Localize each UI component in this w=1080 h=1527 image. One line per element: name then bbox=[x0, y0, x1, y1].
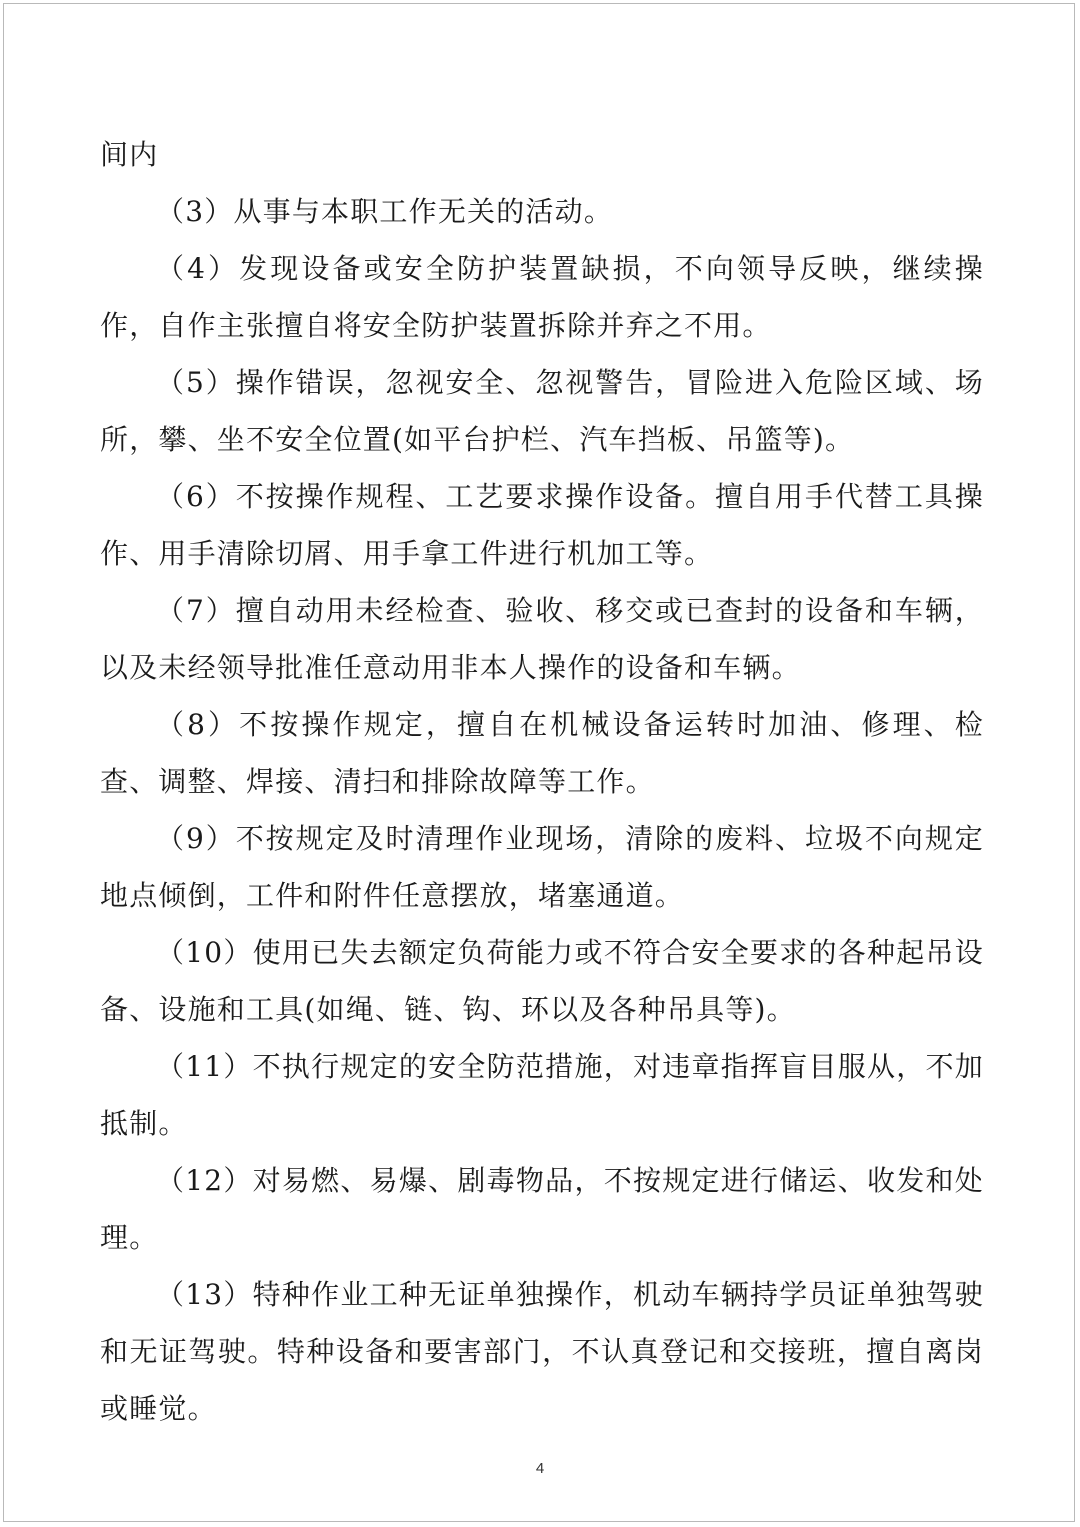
rule-item-13: （13）特种作业工种无证单独操作，机动车辆持学员证单独驾驶和无证驾驶。特种设备和要害部门，不认真登记和交接班，擅自离岗或睡觉。 bbox=[100, 1278, 984, 1425]
rule-item-4: （4）发现设备或安全防护装置缺损，不向领导反映，继续操作，自作主张擅自将安全防护装置拆除并弃之不用。 bbox=[100, 252, 984, 342]
rule-item-9: （9）不按规定及时清理作业现场，清除的废料、垃圾不向规定地点倾倒，工件和附件任意摆放，堵塞通道。 bbox=[100, 822, 984, 912]
rule-item-3: （3）从事与本职工作无关的活动。 bbox=[156, 195, 614, 228]
rule-item-5: （5）操作错误，忽视安全、忽视警告，冒险进入危险区域、场所，攀、坐不安全位置(如平台护栏、汽车挡板、吊篮等)。 bbox=[100, 366, 984, 456]
rule-item-8: （8）不按操作规定，擅自在机械设备运转时加油、修理、检查、调整、焊接、清扫和排除故障等工作。 bbox=[100, 708, 984, 798]
continuation-text: 间内 bbox=[100, 138, 159, 171]
rule-item-10: （10）使用已失去额定负荷能力或不符合安全要求的各种起吊设备、设施和工具(如绳、链、钩、环以及各种吊具等)。 bbox=[100, 936, 984, 1026]
rule-item-7: （7）擅自动用未经检查、验收、移交或已查封的设备和车辆，以及未经领导批准任意动用非本人操作的设备和车辆。 bbox=[100, 594, 984, 684]
rule-item-11: （11）不执行规定的安全防范措施，对违章指挥盲目服从，不加抵制。 bbox=[100, 1050, 984, 1140]
document-body bbox=[100, 126, 984, 1437]
page-number: 4 bbox=[535, 1460, 545, 1477]
rule-item-12: （12）对易燃、易爆、剧毒物品，不按规定进行储运、收发和处理。 bbox=[100, 1164, 984, 1254]
rule-item-6: （6）不按操作规程、工艺要求操作设备。擅自用手代替工具操作、用手清除切屑、用手拿工件进行机加工等。 bbox=[100, 480, 984, 570]
